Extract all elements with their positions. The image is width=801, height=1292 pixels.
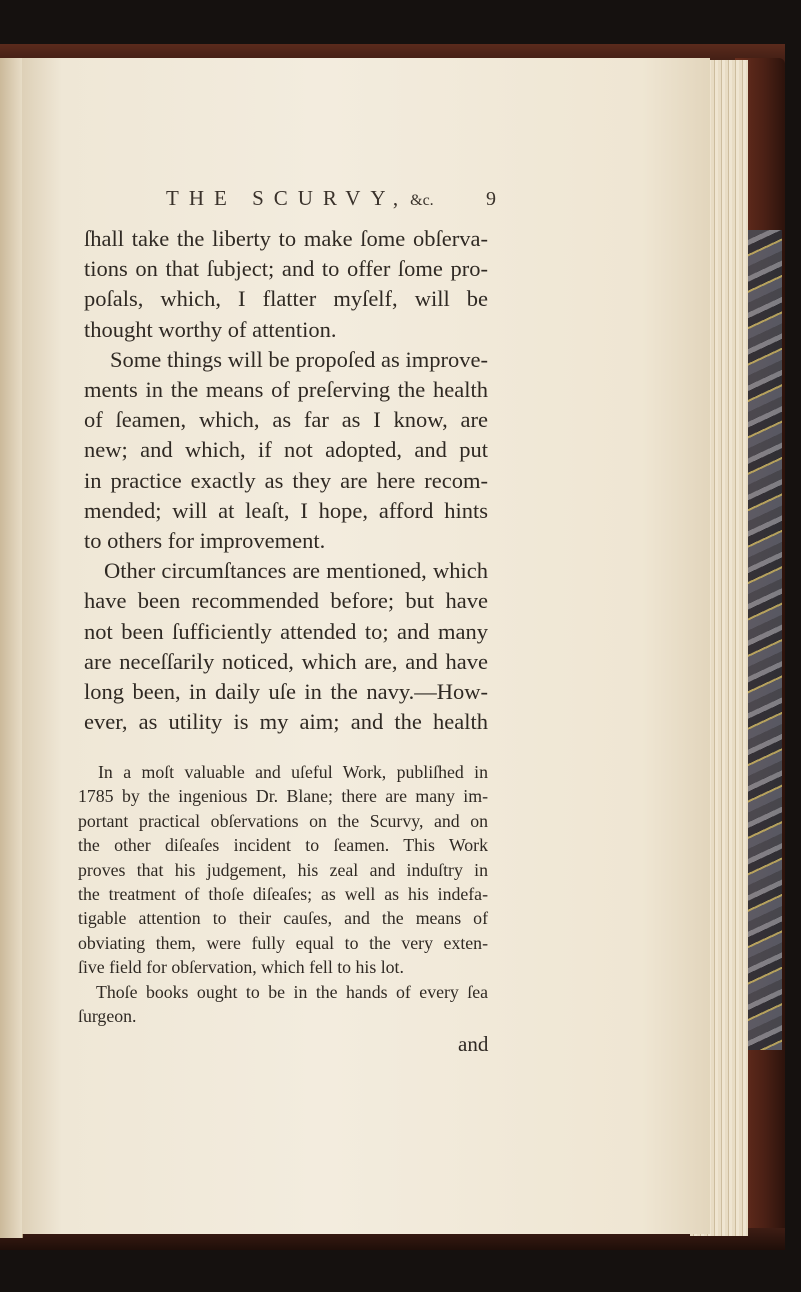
footnote-line: 1785 by the ingenious Dr. Blane; there are many im- bbox=[78, 786, 488, 807]
page-number: 9 bbox=[486, 188, 496, 210]
page-header bbox=[166, 186, 496, 216]
body-line: tions on that ſubject; and to offer ſome pro- bbox=[84, 256, 488, 282]
footnote-line: Thoſe books ought to be in the hands of every ſea bbox=[96, 981, 488, 1002]
running-head bbox=[166, 186, 434, 211]
footnote-line: tigable attention to their cauſes, and the means of bbox=[78, 908, 488, 929]
body-line: ments in the means of preſerving the health bbox=[84, 377, 488, 403]
footnote-line: proves that his judgement, his zeal and induſtry in bbox=[78, 859, 488, 880]
facing-page-edge bbox=[0, 58, 23, 1238]
body-line: are neceſſarily noticed, which are, and have bbox=[84, 648, 488, 674]
footnote-line: ſive field for obſervation, which fell to his lot. bbox=[78, 957, 404, 978]
running-head-etc: &c. bbox=[410, 192, 434, 209]
footnote-line: the other diſeaſes incident to ſeamen. This Work bbox=[78, 835, 488, 856]
footnote-line: In a moſt valuable and uſeful Work, publiſhed in bbox=[98, 762, 488, 782]
body-line: to others for improvement. bbox=[84, 528, 326, 554]
footnote bbox=[78, 760, 488, 1028]
body-line: ever, as utility is my aim; and the health bbox=[84, 709, 488, 735]
body-line: Some things will be propoſed as improve- bbox=[110, 346, 488, 372]
marbled-endpaper bbox=[748, 230, 782, 1050]
footnote-line: obviating them, were fully equal to the very exten- bbox=[78, 932, 488, 953]
running-head-title: THE SCURVY, bbox=[166, 186, 409, 210]
body-line: not been ſufficiently attended to; and many bbox=[84, 618, 488, 644]
body-line: ſhall take the liberty to make ſome obſerva- bbox=[84, 226, 488, 251]
footnote-line: ſurgeon. bbox=[78, 1006, 137, 1027]
footnote-line: the treatment of thoſe diſeaſes; as well as his indefa- bbox=[78, 884, 488, 905]
body-line: new; and which, if not adopted, and put bbox=[84, 437, 488, 463]
footnote-line: portant practical obſervations on the Scurvy, and on bbox=[78, 810, 488, 831]
catchword: and bbox=[458, 1032, 489, 1056]
body-line: Other circumſtances are mentioned, which bbox=[104, 558, 488, 584]
body-line: mended; will at leaſt, I hope, afford hints bbox=[84, 497, 488, 523]
body-line: in practice exactly as they are here recom- bbox=[84, 467, 488, 493]
body-line: long been, in daily uſe in the navy.—How- bbox=[84, 679, 488, 705]
body-line: of ſeamen, which, as far as I know, are bbox=[84, 407, 488, 433]
body-line: have been recommended before; but have bbox=[84, 588, 488, 614]
body-line: thought worthy of attention. bbox=[84, 316, 337, 342]
body-text bbox=[84, 224, 488, 737]
body-line: poſals, which, I flatter myſelf, will be bbox=[84, 286, 488, 312]
